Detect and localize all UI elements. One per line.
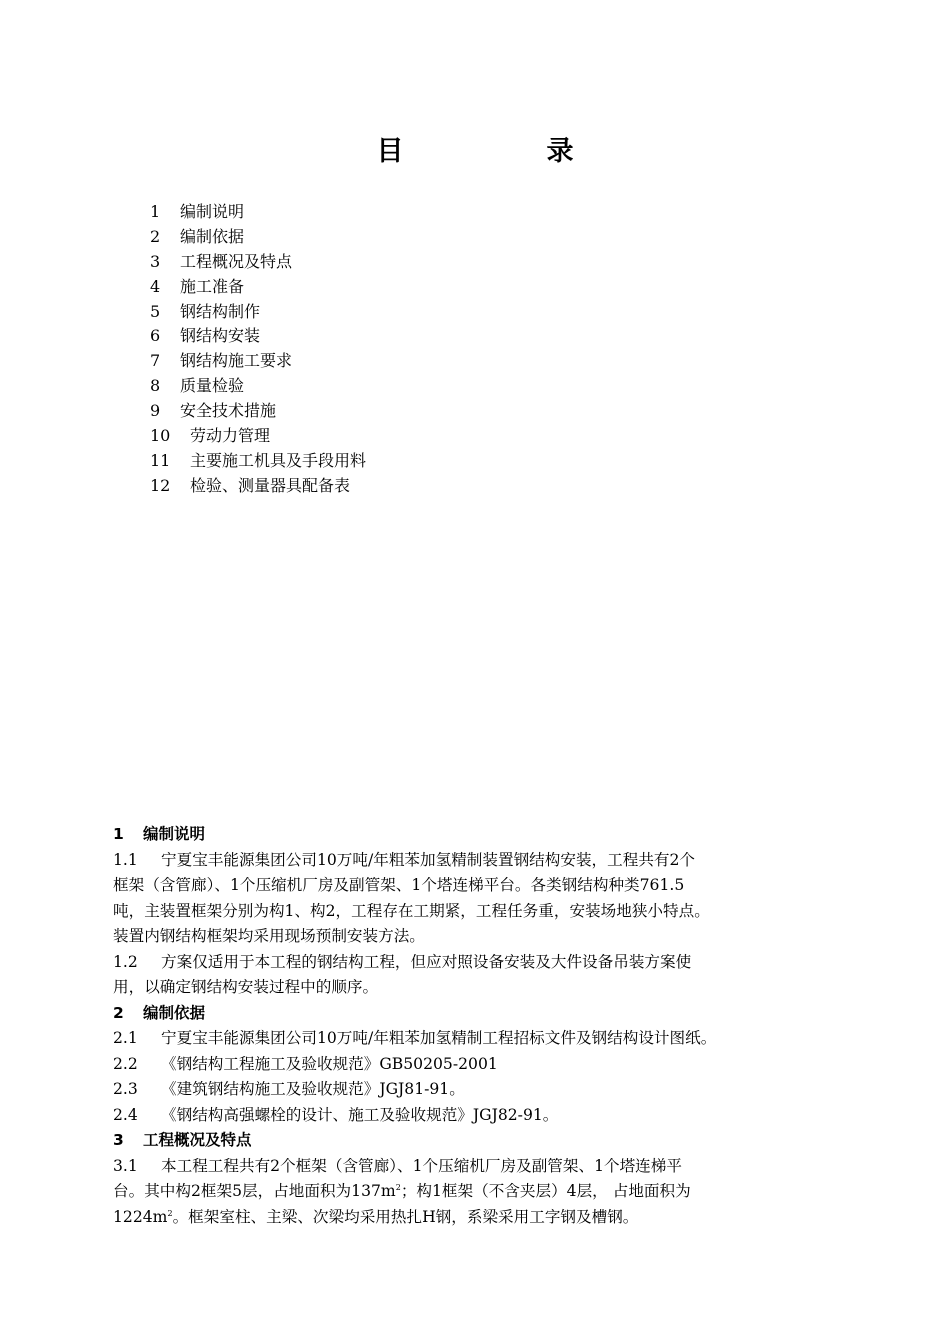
paragraph-line: 框架（含管廊）、1个压缩机厂房及副管架、1个塔连梯平台。各类钢结构种类761.5 xyxy=(113,876,685,894)
section-number: 2 xyxy=(113,1003,124,1022)
section-title: 编制说明 xyxy=(143,825,206,843)
paragraph-text: 方案仅适用于本工程的钢结构工程，但应对照设备安装及大件设备吊装方案使 xyxy=(161,952,692,971)
paragraph-line xyxy=(113,950,853,976)
paragraph-line: 吨，主装置框架分别为构1、构2，工程存在工期紧，工程任务重，安装场地狭小特点。 xyxy=(113,901,710,920)
toc-item xyxy=(150,225,750,250)
list-item xyxy=(113,1103,853,1129)
section-number: 3 xyxy=(113,1131,124,1149)
toc-title: 目 录 xyxy=(376,136,632,167)
section-title: 编制依据 xyxy=(143,1003,206,1022)
paragraph-text: 。框架室柱、主梁、次梁均采用热扎H钢，系梁采用工字钢及槽钢。 xyxy=(172,1207,639,1226)
toc-item-number: 7 xyxy=(150,351,161,371)
paragraph-number: 1.2 xyxy=(113,952,138,971)
paragraph-line xyxy=(113,1179,853,1205)
paragraph-line xyxy=(113,1154,853,1180)
paragraph-text: 《钢结构工程施工及验收规范》GB50205-2001 xyxy=(161,1054,498,1073)
toc-item xyxy=(150,275,750,300)
section-heading xyxy=(113,822,853,848)
document-body xyxy=(113,822,853,1230)
section-title: 工程概况及特点 xyxy=(143,1131,252,1149)
toc-item-label: 质量检验 xyxy=(180,376,245,396)
table-of-contents xyxy=(150,200,750,499)
paragraph-text: 本工程工程共有2个框架（含管廊）、1个压缩机厂房及副管架、1个塔连梯平 xyxy=(161,1156,682,1175)
list-item xyxy=(113,1026,853,1052)
toc-item xyxy=(150,474,750,499)
superscript: 2 xyxy=(395,1182,401,1192)
toc-item xyxy=(150,424,750,449)
paragraph-text: 1224m xyxy=(113,1207,168,1226)
paragraph-text: 《建筑钢结构施工及验收规范》JGJ81-91。 xyxy=(161,1080,465,1098)
toc-item-number: 8 xyxy=(150,376,161,396)
paragraph-text: 宁夏宝丰能源集团公司10万吨/年粗苯加氢精制工程招标文件及钢结构设计图纸。 xyxy=(161,1029,717,1047)
toc-item-label: 工程概况及特点 xyxy=(180,251,293,271)
paragraph-number: 2.3 xyxy=(113,1080,138,1098)
superscript: 2 xyxy=(167,1208,173,1218)
paragraph-line: 装置内钢结构框架均采用现场预制安装方法。 xyxy=(113,927,425,945)
paragraph-text: 宁夏宝丰能源集团公司10万吨/年粗苯加氢精制装置钢结构安装，工程共有2个 xyxy=(161,850,696,869)
toc-item-number: 10 xyxy=(150,426,171,446)
toc-item-number: 9 xyxy=(150,401,161,421)
toc-item xyxy=(150,324,750,349)
toc-item xyxy=(150,374,750,399)
list-item xyxy=(113,1077,853,1103)
paragraph-number: 2.1 xyxy=(113,1029,138,1047)
section-heading xyxy=(113,1001,853,1027)
toc-item-label: 钢结构制作 xyxy=(180,301,261,321)
paragraph-number: 3.1 xyxy=(113,1156,138,1175)
paragraph-text: 《钢结构高强螺栓的设计、施工及验收规范》JGJ82-91。 xyxy=(161,1105,559,1124)
paragraph-line: 用，以确定钢结构安装过程中的顺序。 xyxy=(113,978,379,996)
toc-item-label: 钢结构施工要求 xyxy=(180,351,293,371)
toc-item-number: 2 xyxy=(150,226,161,246)
toc-item xyxy=(150,399,750,424)
toc-item xyxy=(150,300,750,325)
toc-item-number: 11 xyxy=(150,450,171,470)
toc-item-number: 12 xyxy=(150,475,171,495)
section-number: 1 xyxy=(113,825,124,843)
toc-item-label: 劳动力管理 xyxy=(190,426,271,446)
paragraph-text: ；构1框架（不含夹层）4层， 占地面积为 xyxy=(400,1182,691,1200)
paragraph-number: 2.4 xyxy=(113,1105,138,1124)
toc-item-number: 1 xyxy=(150,202,161,221)
toc-item-label: 安全技术措施 xyxy=(180,401,277,421)
toc-item-label: 钢结构安装 xyxy=(180,326,261,346)
toc-item-label: 施工准备 xyxy=(180,276,245,296)
toc-item-label: 编制依据 xyxy=(180,226,245,246)
toc-item-label: 编制说明 xyxy=(180,202,245,221)
toc-item xyxy=(150,349,750,374)
list-item xyxy=(113,1052,853,1078)
toc-item-number: 3 xyxy=(150,251,161,271)
toc-item-number: 5 xyxy=(150,301,161,321)
toc-item-label: 主要施工机具及手段用料 xyxy=(190,450,367,470)
toc-item xyxy=(150,449,750,474)
paragraph-line xyxy=(113,848,853,874)
paragraph-text: 台。其中构2框架5层，占地面积为137m xyxy=(113,1182,396,1200)
paragraph-number: 1.1 xyxy=(113,850,138,869)
toc-item-number: 6 xyxy=(150,326,161,346)
toc-item xyxy=(150,250,750,275)
paragraph-line xyxy=(113,1205,853,1231)
toc-item-number: 4 xyxy=(150,276,161,296)
toc-item xyxy=(150,200,750,225)
toc-item-label: 检验、测量器具配备表 xyxy=(190,475,351,495)
paragraph-number: 2.2 xyxy=(113,1054,138,1073)
section-heading xyxy=(113,1128,853,1154)
